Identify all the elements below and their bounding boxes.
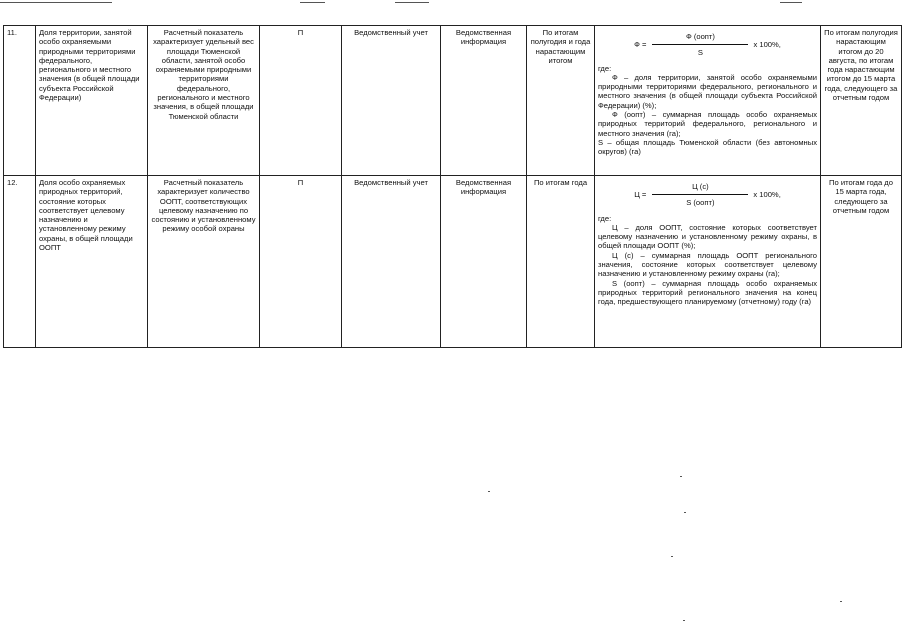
formula-lhs: Ф = (634, 40, 647, 50)
scan-speck (840, 601, 842, 602)
calculation-method (595, 176, 821, 348)
formula-explanation: S – общая площадь Тюменской области (без автономных округов) (га) (598, 137, 817, 157)
formula-where-label: где: (598, 63, 612, 73)
formula-numerator: Ц (с) (652, 182, 748, 195)
indicators-table (3, 25, 902, 348)
formula-denominator: S (697, 48, 703, 58)
formula-explanation: S (оопт) – суммарная площадь особо охраняемых природных территорий регионального значения на конец года, предшествующего планируемому (отчетному) году (га) (598, 278, 817, 307)
reporting-deadline: По итогам полугодия нарастающим итогом до 20 августа, по итогам года нарастающим итогом до 15 марта года, следующего за отчетным годом (821, 26, 902, 176)
formula-numerator: Ф (оопт) (652, 32, 748, 45)
indicator-unit: П (260, 26, 342, 176)
formula-denominator: S (оопт) (686, 198, 715, 208)
formula-fraction (652, 32, 748, 58)
row-number: 11. (4, 26, 36, 176)
scan-speck (680, 476, 682, 477)
indicator-definition: Расчетный показатель характеризует удельный вес площади Тюменской области, занятой особо охраняемыми природными территориями федерального, регионального и местного значения, в общей площади Тюменской области (148, 26, 260, 176)
collection-method: Ведомственный учет (342, 176, 441, 348)
row-number: 12. (4, 176, 36, 348)
scan-speck (488, 491, 490, 492)
scan-speck (683, 620, 685, 621)
table-row (4, 26, 902, 176)
scan-speck (684, 512, 686, 513)
calculation-method (595, 26, 821, 176)
formula-rhs: x 100%, (753, 40, 781, 50)
formula (598, 182, 817, 208)
periodicity: По итогам года (527, 176, 595, 348)
data-source: Ведомственная информация (441, 26, 527, 176)
top-scan-line (0, 2, 905, 4)
reporting-deadline: По итогам года до 15 марта года, следующего за отчетным годом (821, 176, 902, 348)
formula-rhs: x 100%, (753, 190, 781, 200)
formula-explanation: Ф (оопт) – суммарная площадь особо охраняемых природных территорий федерального, регионального и местного значения (га); (598, 110, 817, 138)
formula-where-label: где: (598, 213, 612, 223)
table-row (4, 176, 902, 348)
formula (598, 32, 817, 58)
formula-fraction (652, 182, 748, 208)
scan-speck (671, 556, 673, 557)
indicator-definition: Расчетный показатель характеризует количество ООПТ, соответствующих целевому назначению по состоянию и установленному режиму особой охраны (148, 176, 260, 348)
indicator-name: Доля особо охраняемых природных территорий, состояние которых соответствует целевому назначению и установленному режиму охраны, в общей площади ООПТ (36, 176, 148, 348)
indicator-name: Доля территории, занятой особо охраняемыми природными территориями федерального, регионального и местного значения (в общей площади субъекта Российской Федерации) (36, 26, 148, 176)
formula-explanation: Ц – доля ООПТ, состояние которых соответствует целевому назначению и установленному режиму охраны, в общей площади ООПТ (%); (598, 222, 817, 251)
formula-explanation: Ф – доля территории, занятой особо охраняемыми природными территориями федерального, регионального и местного значения (в общей площади субъекта Российской Федерации) (%); (598, 72, 817, 110)
formula-explanation: Ц (с) – суммарная площадь ООПТ регионального значения, состояние которых соответствует целевому назначению и установленному режиму охраны (га); (598, 250, 817, 279)
formula-lhs: Ц = (634, 190, 647, 200)
collection-method: Ведомственный учет (342, 26, 441, 176)
periodicity: По итогам полугодия и года нарастающим итогом (527, 26, 595, 176)
data-source: Ведомственная информация (441, 176, 527, 348)
indicator-unit: П (260, 176, 342, 348)
